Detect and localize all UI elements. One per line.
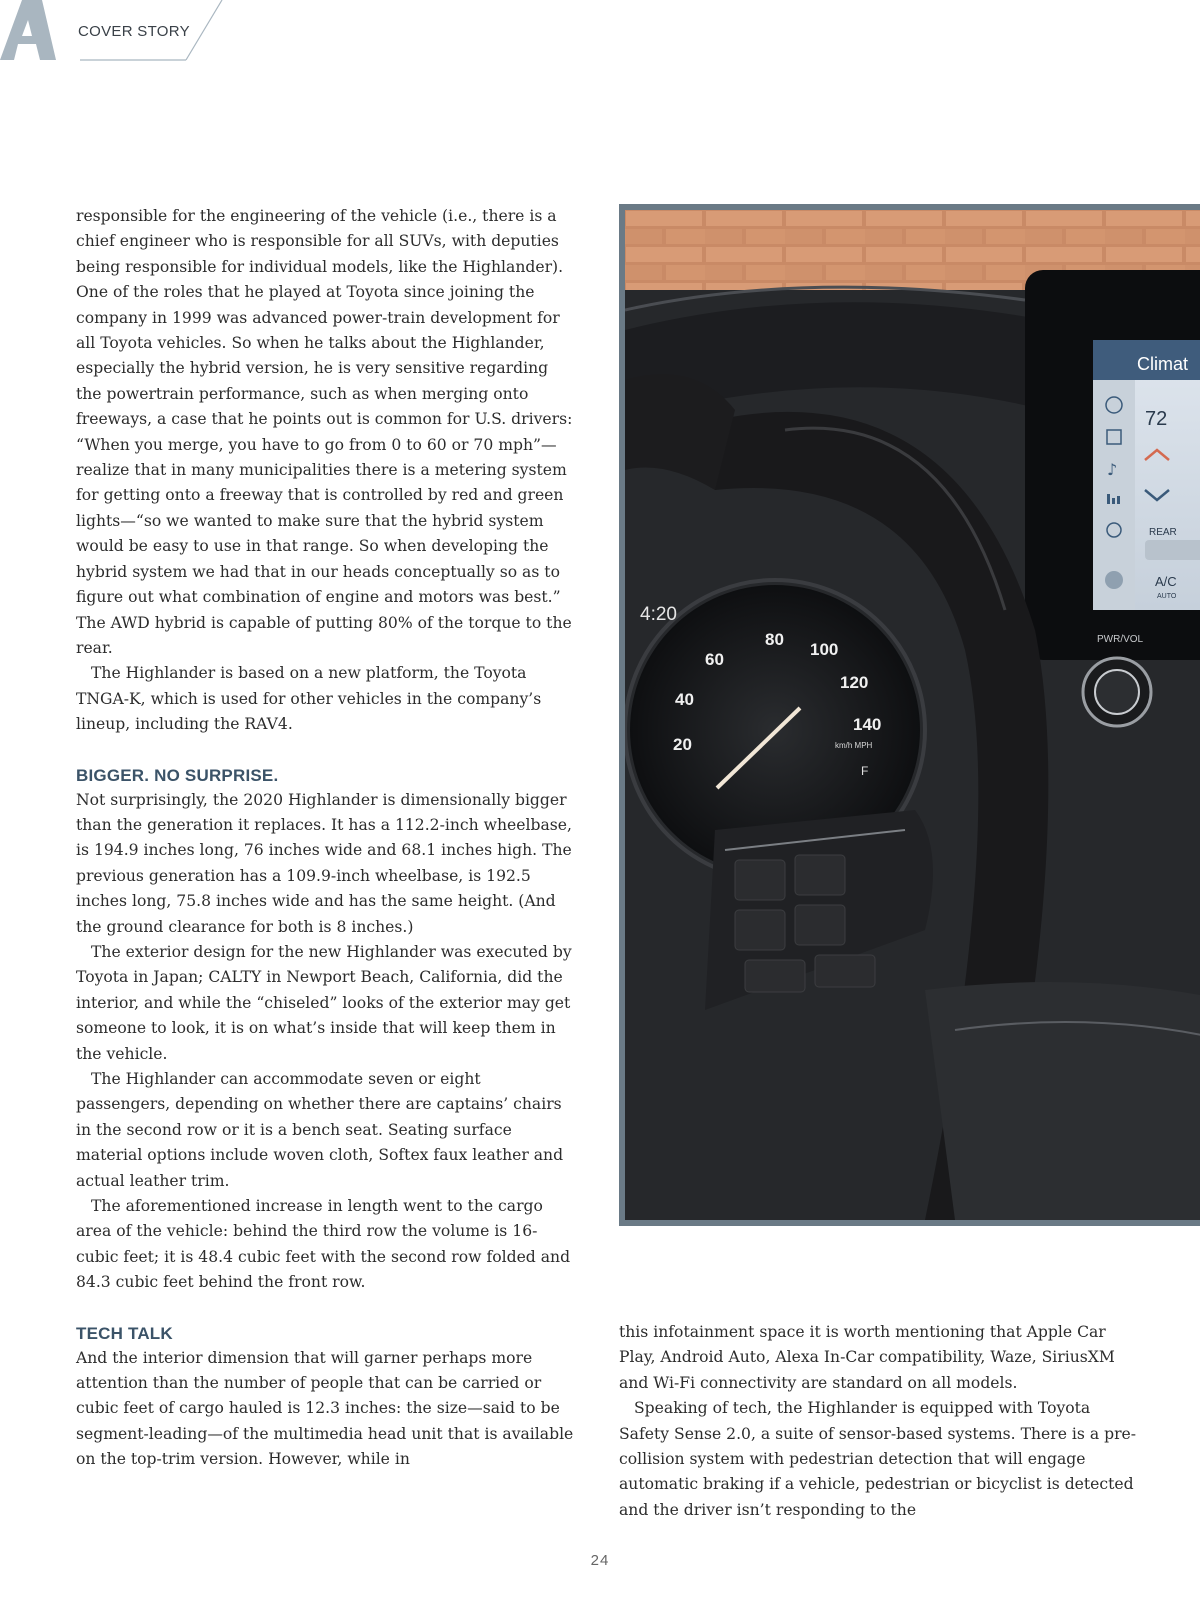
subheading-bigger: BIGGER. NO SURPRISE. [76,765,279,785]
wheel-button [735,860,785,900]
speedo-tick-140: 140 [853,715,882,734]
article-left-column [76,204,576,1473]
temp-readout: 72 [1145,408,1168,430]
speedo-tick-60: 60 [705,650,724,669]
section-header [0,0,240,64]
collapse-icon [1105,571,1123,589]
ac-label: A/C [1155,574,1177,589]
clock-readout: 4:20 [640,604,677,625]
screen-title: Climat [1137,354,1189,374]
paragraph: Not surprisingly, the 2020 Highlander is dimensionally bigger than the generation it replaces. It has a 112.2-inch wheelbase, is 194.9 inches long, 76 inches wide and 68.1 inches high. The previous generation has a 109.9-inch wheelbase, is 192.5 inches long, 75.8 inches wide and has the same height. (And the ground clearance for both is 8 inches.) [76,790,572,936]
wheel-button [815,955,875,987]
wheel-button [735,910,785,950]
section-label: COVER STORY [78,23,190,40]
fuel-full-label: F [861,764,869,778]
rear-label: REAR [1149,527,1177,538]
speedo-tick-20: 20 [673,735,692,754]
page-number: 24 [590,1552,610,1569]
paragraph: And the interior dimension that will garner perhaps more attention than the number of people that can be carried or cubic feet of cargo hauled is 12.3 inches: the size—said to be segment-leading—of the multimedia head unit that is available on the top-trim version. However, while in [76,1348,574,1469]
paragraph: The Highlander is based on a new platform, the Toyota TNGA-K, which is used for other vehicles in the company’s lineup, including the RAV4. [76,664,542,734]
auto-label: AUTO [1157,593,1177,600]
speedo-tick-100: 100 [810,640,839,659]
pwr-vol-label: PWR/VOL [1097,634,1144,645]
article-right-column [619,1320,1139,1523]
equalizer-icon [1107,494,1110,504]
speedo-tick-40: 40 [675,690,694,709]
paragraph: The aforementioned increase in length went to the cargo area of the vehicle: behind the third row the volume is 16-cubic feet; it is 48.4 cubic feet with the second row folded and 84.3 cubic feet behind the front row. [76,1197,571,1292]
paragraph: The Highlander can accommodate seven or eight passengers, depending on whether there are captains’ chairs in the second row or it is a bench seat. Seating surface material options include woven cloth, Softex faux leather and actual leather trim. [76,1070,564,1190]
paragraph: Speaking of tech, the Highlander is equipped with Toyota Safety Sense 2.0, a suite of sensor-based systems. There is a pre-collision system with pedestrian detection that will engage automatic braking if a vehicle, pedestrian or bicyclist is detected and the driver isn’t responding to the [619,1399,1137,1519]
wheel-button [795,905,845,945]
wheel-button [745,960,805,992]
dashboard-photo [619,204,1200,1226]
speedo-tick-120: 120 [840,673,869,692]
subheading-tech-talk: TECH TALK [76,1323,173,1343]
speedo-unit: km/h MPH [835,741,873,750]
dashboard-illustration [625,210,1200,1220]
paragraph: this infotainment space it is worth mentioning that Apple Car Play, Android Auto, Alexa In-Car compatibility, Waze, SiriusXM and Wi-Fi connectivity are standard on all models. [619,1323,1115,1392]
paragraph: responsible for the engineering of the vehicle (i.e., there is a chief engineer who is responsible for all SUVs, with deputies being responsible for individual models, like the Highlander). One of the roles that he played at Toyota since joining the company in 1999 was advanced power-train development for all Toyota vehicles. So when he talks about the Highlander, especially the hybrid version, he is very sensitive regarding the powertrain performance, such as when merging onto freeways, a case that he points out is common for U.S. drivers: “When you merge, you have to go from 0 to 60 or 70 mph”—realize that in many municipalities there is a metering system for getting onto a freeway that is controlled by red and green lights—“so we wanted to make sure that the hybrid system would be easy to use in that range. So when developing the hybrid system we had that in our heads conceptually so as to figure out what combination of engine and motors was best.” The AWD hybrid is capable of putting 80% of the torque to the rear. [76,207,573,657]
music-note-icon: ♪ [1107,460,1118,479]
paragraph: The exterior design for the new Highlander was executed by Toyota in Japan; CALTY in Newport Beach, California, did the interior, and while the “chiseled” looks of the exterior may get someone to look, it is on what’s inside that will keep them in the vehicle. [76,942,572,1063]
speedo-tick-80: 80 [765,630,784,649]
wheel-button [795,855,845,895]
